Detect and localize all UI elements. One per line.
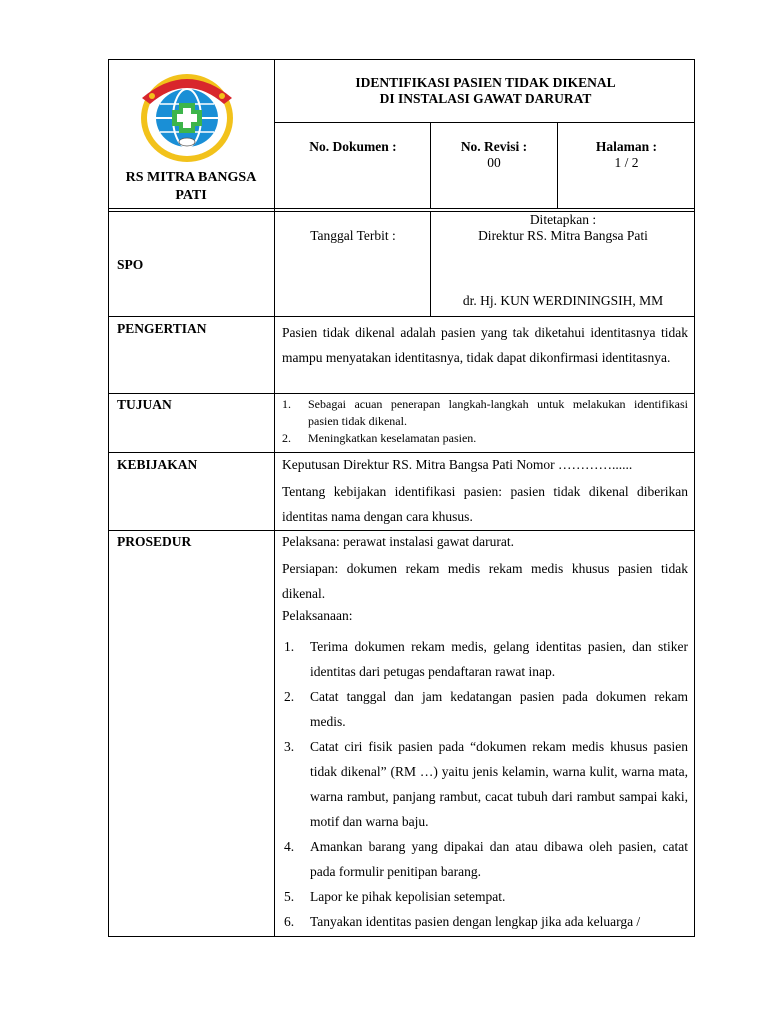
no-revisi-cell xyxy=(431,139,557,171)
pengertian-label: PENGERTIAN xyxy=(117,321,207,336)
pengertian-bottom xyxy=(108,393,695,394)
left-column-divider xyxy=(274,59,275,937)
prosedur-persiapan: Persiapan: dokumen rekam medis rekam medis khusus pasien tidak dikenal. xyxy=(282,561,688,601)
ditetapkan-by: Direktur RS. Mitra Bangsa Pati xyxy=(478,228,648,244)
prosedur-label: PROSEDUR xyxy=(117,534,192,549)
tujuan-item: 1. Sebagai acuan penerapan langkah-langkah untuk melakukan identifikasi pasien tidak dikenal. xyxy=(282,397,688,428)
tujuan-list xyxy=(282,396,688,447)
hospital-name: RS MITRA BANGSA PATI xyxy=(125,170,257,203)
prosedur-steps xyxy=(284,634,688,934)
kebijakan-bottom xyxy=(108,530,695,531)
no-dokumen-label: No. Dokumen : xyxy=(309,139,397,154)
kebijakan-label: KEBIJAKAN xyxy=(117,457,198,472)
tujuan-item: 2. Meningkatkan keselamatan pasien. xyxy=(282,431,477,445)
header-bottom-1 xyxy=(108,208,695,209)
prosedur-step: 6. Tanyakan identitas pasien dengan lengkap jika ada keluarga / xyxy=(284,914,641,929)
spo-label: SPO xyxy=(117,257,144,272)
pengertian-text: Pasien tidak dikenal adalah pasien yang tak diketahui identitasnya tidak mampu menyatakan identitasnya, tidak dapat dikonfirmasi identitasnya. xyxy=(282,325,688,365)
title-line-2: DI INSTALASI GAWAT DARURAT xyxy=(379,90,592,106)
halaman-cell xyxy=(558,139,695,171)
halaman-value: 1 / 2 xyxy=(614,155,639,171)
prosedur-step: 4. Amankan barang yang dipakai dan atau dibawa oleh pasien, catat pada formulir penitipan barang. xyxy=(284,839,688,879)
ditetapkan-label: Ditetapkan : xyxy=(529,212,597,227)
prosedur-step: 2. Catat tanggal dan jam kedatangan pasien pada dokumen rekam medis. xyxy=(284,689,688,729)
prosedur-pelaksana: Pelaksana: perawat instalasi gawat darurat. xyxy=(282,534,515,549)
prosedur-step: 5. Lapor ke pihak kepolisian setempat. xyxy=(284,889,506,904)
halaman-label: Halaman : xyxy=(595,139,658,154)
prosedur-step: 1. Terima dokumen rekam medis, gelang identitas pasien, dan stiker identitas dari petugas pendaftaran rawat inap. xyxy=(284,639,688,679)
ditetapkan-block xyxy=(431,212,695,244)
document-title xyxy=(276,75,695,106)
kebijakan-text: Tentang kebijakan identifikasi pasien: pasien tidak dikenal diberikan identitas nama dengan cara khusus. xyxy=(282,484,688,524)
tujuan-label: TUJUAN xyxy=(117,397,172,412)
tujuan-bottom xyxy=(108,452,695,453)
tanggal-terbit-label: Tanggal Terbit : xyxy=(310,228,396,243)
prosedur-step: 3. Catat ciri fisik pasien pada “dokumen rekam medis khusus pasien tidak dikenal” (RM …) yaitu jenis kelamin, warna kulit, warna mata, warna rambut, panjang rambut, cacat tubuh dari rambut sampai kaki, motif dan warna baju. xyxy=(284,739,688,829)
title-row-bottom xyxy=(274,122,695,123)
pelaksanaan-label: Pelaksanaan: xyxy=(282,608,353,623)
no-revisi-value: 00 xyxy=(487,155,501,171)
signatory-name: dr. Hj. KUN WERDININGSIH, MM xyxy=(462,293,664,308)
title-line-1: IDENTIFIKASI PASIEN TIDAK DIKENAL xyxy=(355,75,616,90)
spo-bottom xyxy=(108,316,695,317)
hospital-logo xyxy=(128,64,246,168)
no-revisi-label: No. Revisi : xyxy=(460,139,528,154)
kebijakan-decree: Keputusan Direktur RS. Mitra Bangsa Pati Nomor …………...... xyxy=(282,457,633,472)
